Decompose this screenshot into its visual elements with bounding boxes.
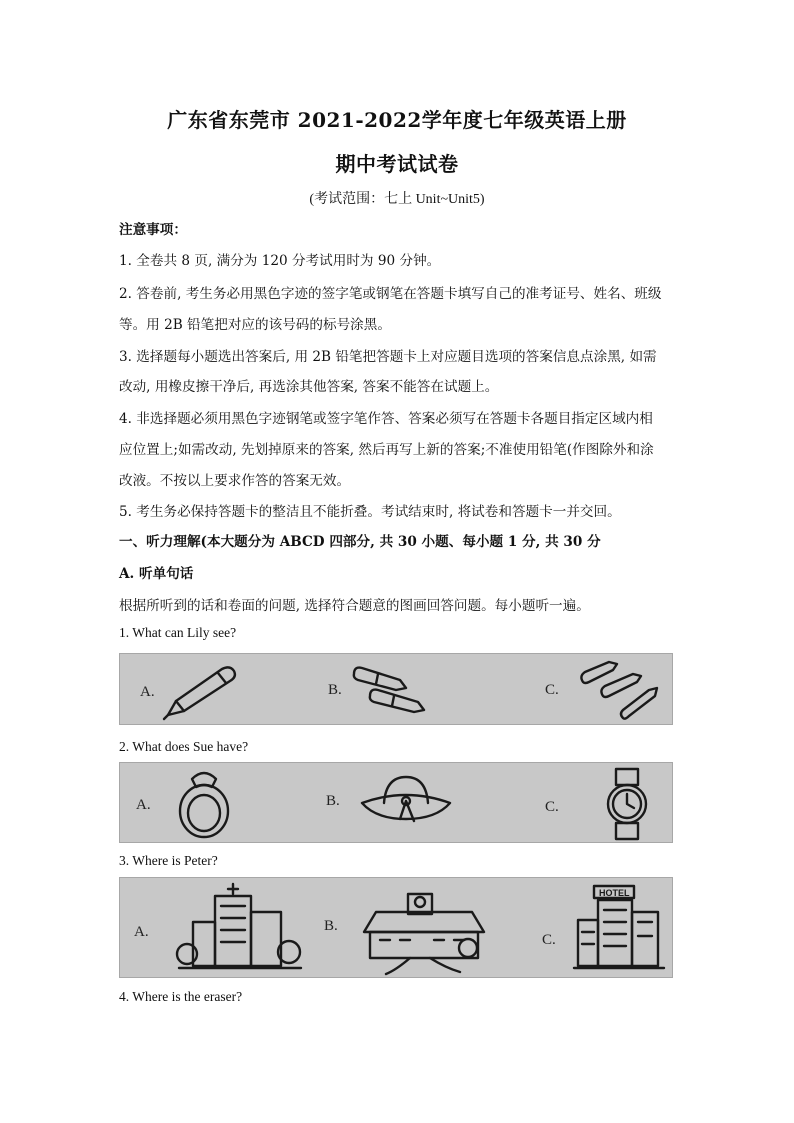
school-icon <box>356 882 492 974</box>
option-b-label: B. <box>326 793 340 809</box>
question-3-pictures <box>119 877 673 978</box>
question-2-pictures <box>119 762 673 843</box>
hospital-icon <box>175 882 305 974</box>
hotel-icon <box>572 882 668 974</box>
option-a-label: A. <box>140 684 155 700</box>
exam-subtitle: 期中考试试卷 <box>335 152 459 176</box>
part-a-heading: A. 听单句话 <box>119 566 194 582</box>
notes-heading: 注意事项： <box>119 222 187 238</box>
three-pens-icon <box>575 656 673 722</box>
option-c-label: C. <box>545 682 559 698</box>
option-a-label: A. <box>136 797 151 813</box>
option-b-label: B. <box>324 918 338 934</box>
option-c-label: C. <box>545 799 559 815</box>
note-line: 应位置上;如需改动, 先划掉原来的答案, 然后再写上新的答案;不准使用铅笔(作图除外和涂 <box>119 442 654 458</box>
note-line: 改液。不按以上要求作答的答案无效。 <box>119 473 351 489</box>
ring-icon <box>170 765 240 841</box>
option-a-label: A. <box>134 924 149 940</box>
exam-title: 广东省东莞市 2021-2022学年度七年级英语上册 <box>167 108 627 132</box>
note-line: 4. 非选择题必须用黑色字迹钢笔或签字笔作答、答案必须写在答题卡各题目指定区域内相 <box>119 411 653 427</box>
question-4: 4. Where is the eraser? <box>119 989 243 1004</box>
option-b-label: B. <box>328 682 342 698</box>
exam-scope: (考试范围：七上 Unit~Unit5) <box>309 192 485 207</box>
option-c-label: C. <box>542 932 556 948</box>
question-1: 1. What can Lily see? <box>119 625 237 640</box>
hotel-sign: HOTEL <box>599 888 630 898</box>
note-line: 改动, 用橡皮擦干净后, 再选涂其他答案, 答案不能答在试题上。 <box>119 379 499 395</box>
pen-icon <box>160 659 250 721</box>
note-line: 2. 答卷前, 考生务必用黑色字迹的签字笔或钢笔在答题卡填写自己的准考证号、姓名、班级 <box>119 286 662 302</box>
note-line: 5. 考生务必保持答题卡的整洁且不能折叠。考试结束时, 将试卷和答题卡一并交回。 <box>119 504 621 520</box>
watch-icon <box>598 767 658 843</box>
two-pens-icon <box>348 662 443 718</box>
note-line: 等。用 2B 铅笔把对应的该号码的标号涂黑。 <box>119 317 391 333</box>
note-line: 1. 全卷共 8 页, 满分为 120 分考试用时为 90 分钟。 <box>119 253 441 269</box>
section-heading: 一、听力理解(本大题分为 ABCD 四部分, 共 30 小题、每小题 1 分, 共 30 分 <box>119 534 601 550</box>
note-line: 3. 选择题每小题选出答案后, 用 2B 铅笔把答题卡上对应题目选项的答案信息点涂黑, 如需 <box>119 349 657 365</box>
question-1-pictures <box>119 653 673 725</box>
instruction-text: 根据所听到的话和卷面的问题, 选择符合题意的图画回答问题。每小题听一遍。 <box>119 598 590 614</box>
question-3: 3. Where is Peter? <box>119 853 218 868</box>
hat-icon <box>356 769 456 839</box>
question-2: 2. What does Sue have? <box>119 739 249 754</box>
